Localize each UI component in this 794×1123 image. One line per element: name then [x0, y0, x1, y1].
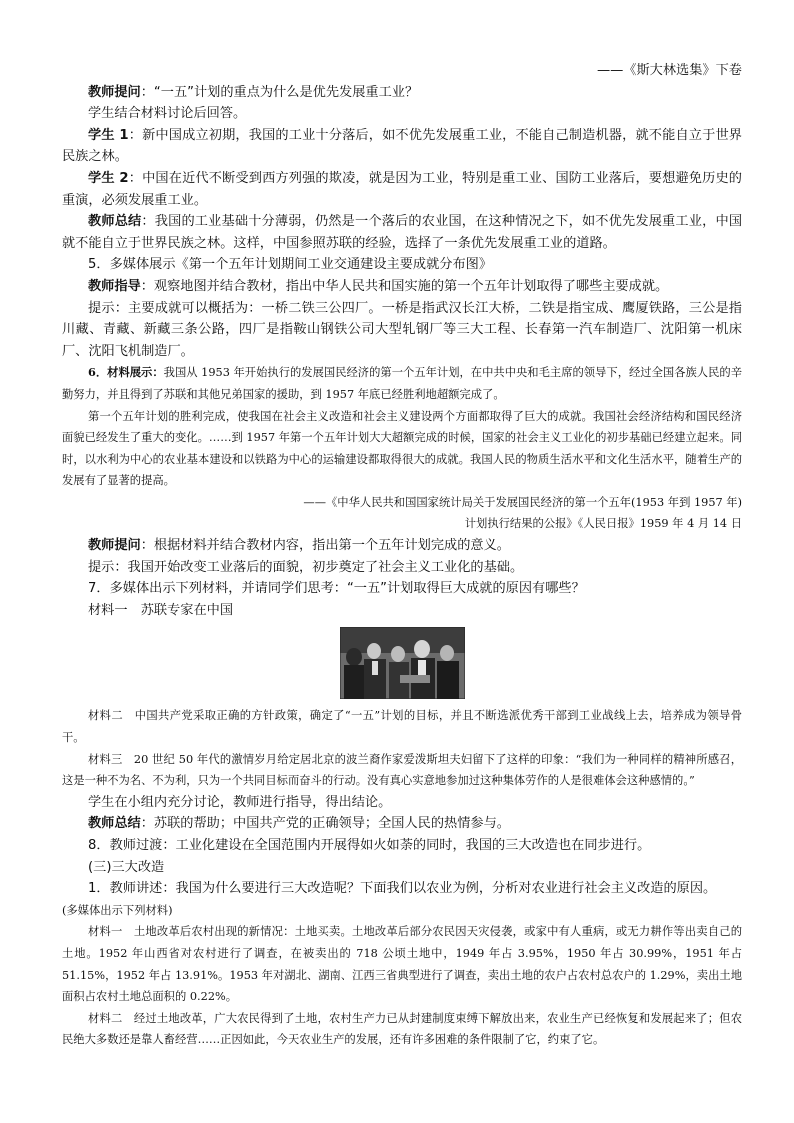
label: 教师提问: [88, 84, 141, 100]
material-paragraph: 材料一 土地改革后农村出现的新情况：土地买卖。土地改革后部分农民因天灾侵袭，或家中有人重病，或无力耕作等出卖自己的土地。1952 年山西省对农村进行了调查，在被卖出的 718 公顷土地中，1949 年占 3.95%，1950 年占 30.99%，1951 年占 51.15%，1952 年占 13.91%。1953 年对湖北、湖南、江西三省典型进行了调查，卖出土地的农户占农村总农户的 1.29%，卖出土地面积占农村土地总面积的 0.22%。: [62, 925, 742, 1004]
document-page: [62, 60, 742, 1051]
text: ：根据材料并结合教材内容，指出第一个五年计划完成的意义。: [140, 538, 510, 554]
text: ：苏联的帮助；中国共产党的正确领导；全国人民的热情参与。: [140, 816, 510, 832]
material-paragraph: 材料三 20 世纪 50 年代的激情岁月给定居北京的波兰裔作家爱泼斯坦夫妇留下了这样的印象：“我们为一种同样的精神所感召，这是一种不为名、不为利，只为一个共同目标而奋斗的行动。没有真心实意地参加过这种集体劳作的人是很难体会这种感情的。”: [62, 752, 742, 788]
step-heading: 5．多媒体展示《第一个五年计划期间工业交通建设主要成就分布图》: [88, 257, 493, 273]
teacher-question: [62, 82, 742, 104]
soviet-experts-photo: [340, 627, 465, 699]
label: 教师总结: [88, 214, 142, 230]
label: 学生 2: [88, 170, 129, 186]
label: 6．材料展示：: [88, 365, 164, 380]
teacher-question: [62, 535, 742, 557]
student-answer: [62, 125, 742, 168]
text: ：“一五”计划的重点为什么是优先发展重工业？: [140, 84, 419, 100]
student-answer: [62, 168, 742, 211]
source-citation: 计划执行结果的公报》《人民日报》1959 年 4 月 14 日: [464, 517, 742, 531]
text: 我国从 1953 年开始执行的发展国民经济的第一个五年计划，在中共中央和毛主席的领导下，经过全国各族人民的辛勤努力，并且得到了苏联和其他兄弟国家的援助，到 1957 年底已经胜利地超额完成了。: [62, 366, 742, 401]
text: ：新中国成立初期，我国的工业十分落后，如不优先发展重工业，不能自己制造机器，就不能自立于世界民族之林。: [62, 127, 742, 165]
text: ：观察地图并结合教材，指出中华人民共和国实施的第一个五年计划取得了哪些主要成就。: [140, 278, 669, 294]
hint: 提示：我国开始改变工业落后的面貌，初步奠定了社会主义工业化的基础。: [88, 559, 524, 575]
paragraph: 学生结合材料讨论后回答。: [88, 106, 247, 122]
material-paragraph: 材料二 经过土地改革，广大农民得到了土地，农村生产力已从封建制度束缚下解放出来，农业生产已经恢复和发展起来了；但农民绝大多数还是靠人畜经营……正因如此，今天农业生产的发展，还有许多困难的条件限制了它，约束了它。: [62, 1011, 742, 1047]
step-heading: 8．教师过渡：工业化建设在全国范围内开展得如火如荼的同时，我国的三大改造也在同步进行。: [88, 838, 651, 853]
teacher-guidance: [62, 276, 742, 298]
text: ：中国在近代不断受到西方列强的欺凌，就是因为工业，特别是重工业、国防工业落后，要想避免历史的重演，必须发展重工业。: [62, 170, 742, 208]
step-heading: 7．多媒体出示下列材料，并请同学们思考：“一五”计划取得巨大成就的原因有哪些？: [88, 581, 585, 597]
paragraph: 学生在小组内充分讨论，教师进行指导，得出结论。: [88, 794, 392, 810]
source-citation: ——《中华人民共和国国家统计局关于发展国民经济的第一个五年(1953 年到 1957 年): [303, 495, 742, 509]
label: 教师指导: [88, 278, 141, 294]
source-citation: ——《斯大林选集》下卷: [596, 63, 742, 78]
material-title: 材料一 苏联专家在中国: [88, 602, 234, 618]
text: ：我国的工业基础十分薄弱，仍然是一个落后的农业国，在这种情况之下，如不优先发展重工业，中国就不能自立于世界民族之林。这样，中国参照苏联的经验，选择了一条优先发展重工业的道路。: [62, 214, 743, 251]
teacher-summary: [62, 211, 742, 254]
label: 教师总结: [88, 816, 141, 832]
section-heading: (三)三大改造: [88, 859, 165, 875]
label: 学生 1: [88, 127, 129, 143]
material-paragraph: 材料二 中国共产党采取正确的方针政策，确定了“一五”计划的目标，并且不断选派优秀干部到工业战线上去，培养成为领导骨干。: [62, 709, 742, 745]
label: 教师提问: [88, 538, 141, 554]
hint: 提示：主要成就可以概括为：一桥二铁三公四厂。一桥是指武汉长江大桥，二铁是指宝成、鹰厦铁路，三公是指川藏、青藏、新藏三条公路，四厂是指鞍山钢铁公司大型轧钢厂等三大工程、长春第一汽车制造厂、沈阳第一机床厂、沈阳飞机制造厂。: [62, 300, 742, 359]
step-heading: 1．教师讲述：我国为什么要进行三大改造呢？下面我们以农业为例，分析对农业进行社会主义改造的原因。: [88, 881, 717, 897]
photo-container: [62, 627, 742, 699]
material-paragraph: [62, 362, 742, 405]
teacher-summary: [62, 813, 742, 835]
multimedia-note: (多媒体出示下列材料): [62, 903, 173, 917]
material-paragraph: 第一个五年计划的胜利完成，使我国在社会主义改造和社会主义建设两个方面都取得了巨大的成就。我国社会经济结构和国民经济面貌已经发生了重大的变化。……到 1957 年第一个五年计划大大超额完成的时候，国家的社会主义工业化的初步基础已经建立起来。同时，以水利为中心的农业基本建设和以铁路为中心的运输建设都取得很大的成就。我国人民的物质生活水平和文化生活水平，随着生产的发展有了显著的提高。: [62, 409, 742, 488]
